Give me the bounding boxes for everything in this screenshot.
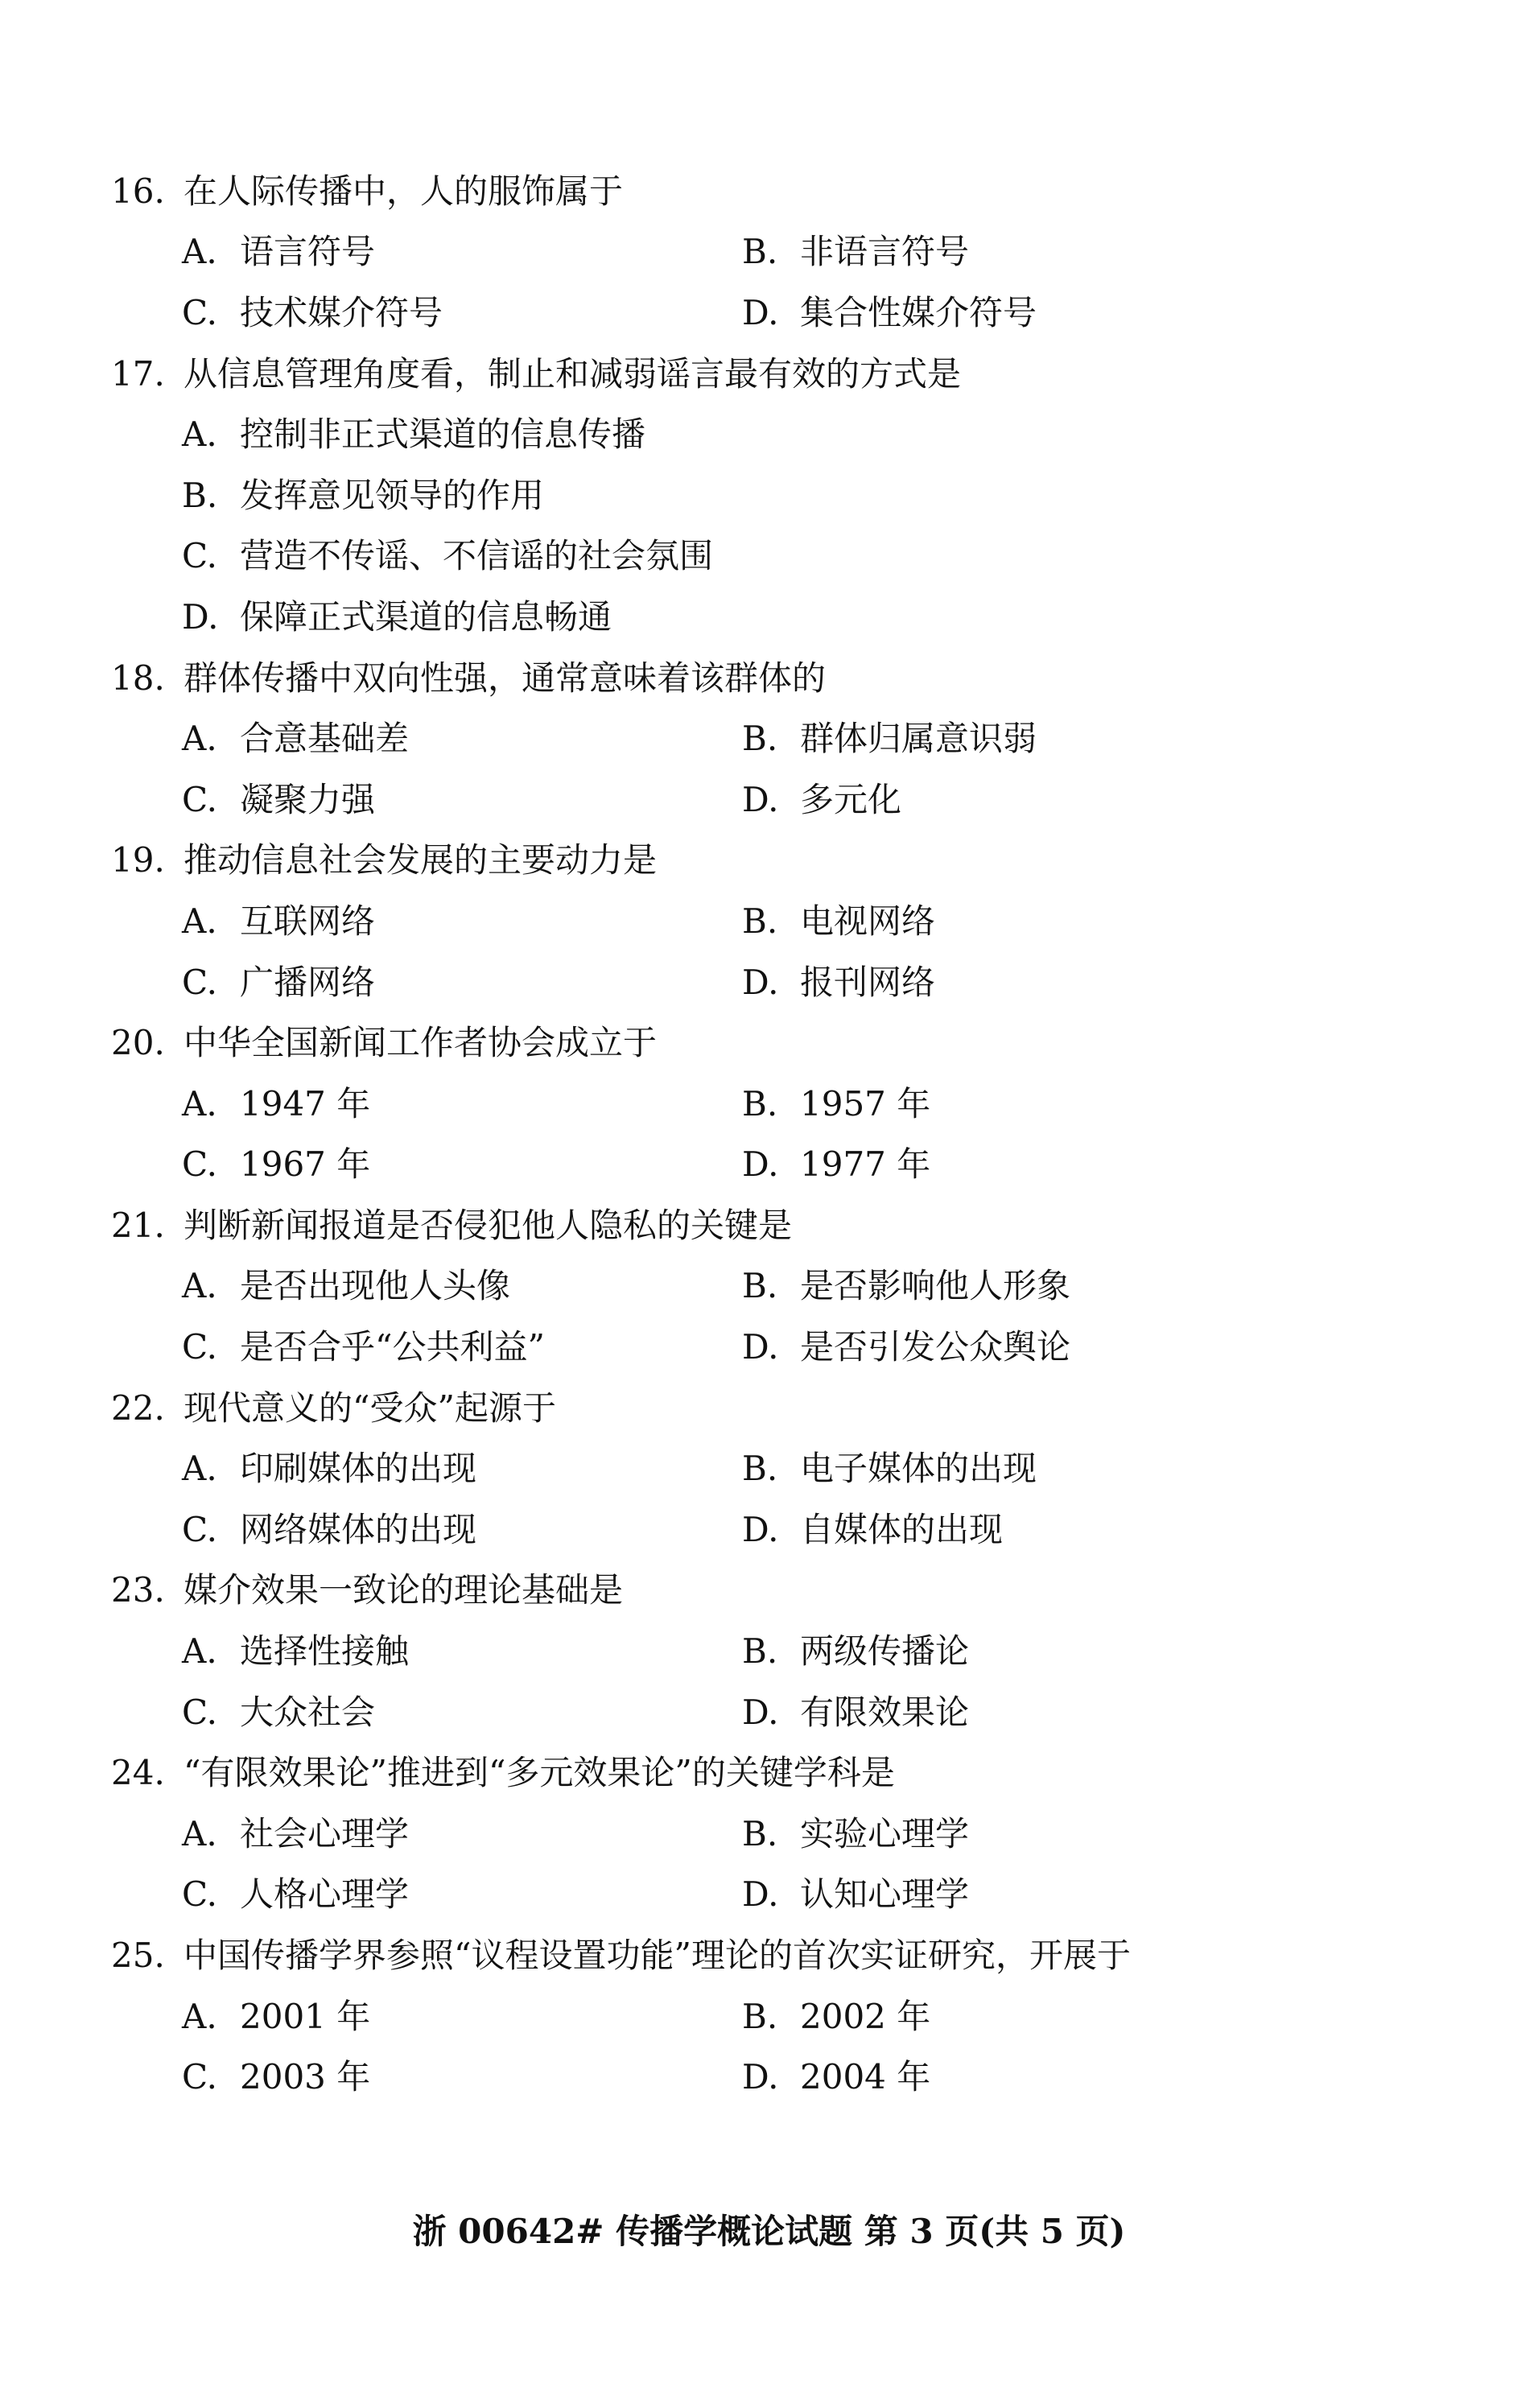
option-letter: B. <box>742 1996 778 2036</box>
option-text: 1967 年 <box>240 1144 371 1185</box>
option-a <box>182 1449 742 1489</box>
option-row <box>111 952 1447 1013</box>
option-row <box>111 891 1447 952</box>
question-stem <box>111 344 1447 405</box>
option-d <box>742 1874 970 1915</box>
option-text: 合意基础差 <box>240 719 410 759</box>
question-stem <box>111 1195 1447 1256</box>
option-c <box>182 536 714 576</box>
question-number: 19. <box>111 840 165 880</box>
option-d <box>742 779 902 819</box>
option-letter: D. <box>742 2057 779 2097</box>
question-block <box>111 1561 1447 1743</box>
option-letter: D. <box>742 1874 779 1915</box>
option-row <box>111 1074 1447 1135</box>
question-number: 23. <box>111 1570 165 1610</box>
option-row <box>111 1682 1447 1743</box>
option-letter: A. <box>182 414 217 455</box>
option-c <box>182 1144 742 1185</box>
option-b <box>742 1813 970 1853</box>
option-text: 有限效果论 <box>800 1692 970 1732</box>
option-letter: A. <box>182 1083 217 1124</box>
option-letter: A. <box>182 901 217 941</box>
option-text: 选择性接触 <box>240 1631 410 1672</box>
question-text: 从信息管理角度看，制止和减弱谣言最有效的方式是 <box>183 353 962 394</box>
option-letter: B. <box>742 1631 778 1672</box>
option-d <box>742 1327 1071 1367</box>
option-a <box>182 719 742 759</box>
option-b <box>742 901 936 941</box>
question-block <box>111 831 1447 1013</box>
option-d <box>742 292 1037 332</box>
question-text: 判断新闻报道是否侵犯他人隐私的关键是 <box>183 1205 793 1245</box>
question-block <box>111 1378 1447 1561</box>
option-text: 2003 年 <box>240 2057 371 2097</box>
option-text: 语言符号 <box>240 232 376 272</box>
option-text: 营造不传谣、不信谣的社会氛围 <box>240 536 714 576</box>
question-stem <box>111 1742 1447 1804</box>
option-letter: C. <box>182 1874 217 1915</box>
question-stem <box>111 648 1447 709</box>
option-b <box>742 719 1037 759</box>
option-c <box>182 1327 742 1367</box>
option-letter: B. <box>742 719 778 759</box>
option-b <box>742 1631 970 1672</box>
option-letter: D. <box>182 596 219 637</box>
option-row <box>111 1317 1447 1378</box>
option-letter: A. <box>182 719 217 759</box>
option-row <box>111 1804 1447 1865</box>
option-letter: C. <box>182 536 217 576</box>
question-text: 推动信息社会发展的主要动力是 <box>183 840 658 880</box>
option-c <box>182 962 742 1002</box>
option-c <box>182 2057 742 2097</box>
option-text: 多元化 <box>800 779 902 819</box>
option-letter: B. <box>742 1813 778 1853</box>
option-c <box>182 1692 742 1732</box>
question-stem <box>111 1012 1447 1074</box>
option-text: 1977 年 <box>800 1144 931 1185</box>
option-text: 网络媒体的出现 <box>240 1509 477 1549</box>
option-text: 群体归属意识弱 <box>800 719 1037 759</box>
option-text: 是否出现他人头像 <box>240 1266 511 1306</box>
option-text: 是否引发公众舆论 <box>800 1327 1071 1367</box>
option-text: 认知心理学 <box>800 1874 970 1915</box>
question-stem <box>111 831 1447 892</box>
option-text: 两级传播论 <box>800 1631 970 1672</box>
option-text: 自媒体的出现 <box>800 1509 1004 1549</box>
option-text: 大众社会 <box>240 1692 376 1732</box>
question-text: 中华全国新闻工作者协会成立于 <box>183 1023 658 1063</box>
option-text: 社会心理学 <box>240 1813 410 1853</box>
option-row <box>111 1438 1447 1499</box>
question-stem <box>111 1378 1447 1439</box>
option-letter: B. <box>742 1083 778 1124</box>
option-b <box>742 1266 1071 1306</box>
option-text: 保障正式渠道的信息畅通 <box>240 596 612 637</box>
question-stem <box>111 161 1447 222</box>
option-text: 非语言符号 <box>800 232 970 272</box>
option-letter: B. <box>182 475 218 515</box>
question-block <box>111 1742 1447 1925</box>
option-text: 是否合乎“公共利益” <box>240 1327 545 1367</box>
option-letter: D. <box>742 1509 779 1549</box>
option-row <box>111 1499 1447 1561</box>
option-text: 实验心理学 <box>800 1813 970 1853</box>
option-a <box>182 1813 742 1853</box>
option-a <box>182 1083 742 1124</box>
option-letter: D. <box>742 1327 779 1367</box>
option-c <box>182 1509 742 1549</box>
question-stem <box>111 1561 1447 1622</box>
question-number: 16. <box>111 171 165 211</box>
option-c <box>182 292 742 332</box>
option-letter: C. <box>182 1144 217 1185</box>
question-number: 20. <box>111 1023 165 1063</box>
option-text: 发挥意见领导的作用 <box>240 475 545 515</box>
option-letter: D. <box>742 962 779 1002</box>
option-b <box>742 232 970 272</box>
question-block <box>111 161 1447 344</box>
option-a <box>182 1266 742 1306</box>
option-a <box>182 901 742 941</box>
option-letter: A. <box>182 232 217 272</box>
option-row <box>111 587 1447 648</box>
question-number: 18. <box>111 658 165 698</box>
question-block <box>111 1012 1447 1195</box>
question-number: 21. <box>111 1205 165 1245</box>
question-text: 现代意义的“受众”起源于 <box>183 1387 556 1428</box>
option-letter: B. <box>742 232 778 272</box>
question-number: 22. <box>111 1387 165 1428</box>
option-text: 2004 年 <box>800 2057 931 2097</box>
option-text: 2002 年 <box>800 1996 931 2036</box>
question-block <box>111 1925 1447 2108</box>
option-b <box>742 1449 1037 1489</box>
option-c <box>182 779 742 819</box>
option-text: 印刷媒体的出现 <box>240 1449 477 1489</box>
question-text: 在人际传播中，人的服饰属于 <box>183 171 624 211</box>
option-d <box>742 962 936 1002</box>
option-letter: D. <box>742 1144 779 1185</box>
option-row <box>111 769 1447 831</box>
option-text: 电子媒体的出现 <box>800 1449 1037 1489</box>
option-a <box>182 232 742 272</box>
option-text: 1957 年 <box>800 1083 931 1124</box>
option-letter: B. <box>742 901 778 941</box>
option-letter: C. <box>182 962 217 1002</box>
option-text: 互联网络 <box>240 901 376 941</box>
option-text: 电视网络 <box>800 901 936 941</box>
option-a <box>182 414 646 455</box>
option-letter: C. <box>182 1509 217 1549</box>
option-letter: A. <box>182 1813 217 1853</box>
option-row <box>111 222 1447 283</box>
question-number: 17. <box>111 353 165 394</box>
question-text: 中国传播学界参照“议程设置功能”理论的首次实证研究，开展于 <box>183 1936 1131 1976</box>
option-d <box>742 1509 1004 1549</box>
option-letter: C. <box>182 2057 217 2097</box>
question-text: 群体传播中双向性强，通常意味着该群体的 <box>183 658 827 698</box>
option-a <box>182 1631 742 1672</box>
option-text: 技术媒介符号 <box>240 292 443 332</box>
option-row <box>111 404 1447 465</box>
option-row <box>111 708 1447 769</box>
option-text: 是否影响他人形象 <box>800 1266 1071 1306</box>
option-letter: D. <box>742 779 779 819</box>
option-d <box>742 1692 970 1732</box>
option-letter: B. <box>742 1449 778 1489</box>
option-letter: B. <box>742 1266 778 1306</box>
option-text: 1947 年 <box>240 1083 371 1124</box>
option-row <box>111 2047 1447 2108</box>
option-letter: A. <box>182 1266 217 1306</box>
option-letter: A. <box>182 1996 217 2036</box>
option-row <box>111 1865 1447 1926</box>
option-row <box>111 282 1447 344</box>
page-footer: 浙 00642# 传播学概论试题 第 3 页(共 5 页) <box>412 2212 1126 2251</box>
option-row <box>111 1621 1447 1682</box>
option-b <box>182 475 545 515</box>
question-number: 24. <box>111 1753 165 1793</box>
question-block <box>111 344 1447 648</box>
option-d <box>742 1144 931 1185</box>
question-stem <box>111 1925 1447 1986</box>
option-d <box>182 596 612 637</box>
option-letter: D. <box>742 1692 779 1732</box>
question-number: 25. <box>111 1936 165 1976</box>
option-text: 集合性媒介符号 <box>800 292 1037 332</box>
option-d <box>742 2057 931 2097</box>
option-b <box>742 1996 931 2036</box>
option-text: 报刊网络 <box>800 962 936 1002</box>
option-text: 控制非正式渠道的信息传播 <box>240 414 646 455</box>
option-letter: C. <box>182 1327 217 1367</box>
question-list <box>111 161 1447 2108</box>
option-row <box>111 526 1447 588</box>
option-row <box>111 1986 1447 2047</box>
option-text: 人格心理学 <box>240 1874 410 1915</box>
option-row <box>111 465 1447 526</box>
question-text: 媒介效果一致论的理论基础是 <box>183 1570 624 1610</box>
option-letter: C. <box>182 779 217 819</box>
option-letter: D. <box>742 292 779 332</box>
option-letter: C. <box>182 292 217 332</box>
question-block <box>111 648 1447 831</box>
option-text: 广播网络 <box>240 962 376 1002</box>
option-a <box>182 1996 742 2036</box>
option-b <box>742 1083 931 1124</box>
option-letter: A. <box>182 1449 217 1489</box>
option-row <box>111 1135 1447 1196</box>
option-letter: C. <box>182 1692 217 1732</box>
option-c <box>182 1874 742 1915</box>
question-text: “有限效果论”推进到“多元效果论”的关键学科是 <box>183 1753 895 1793</box>
option-text: 2001 年 <box>240 1996 371 2036</box>
option-letter: A. <box>182 1631 217 1672</box>
option-row <box>111 1256 1447 1317</box>
option-text: 凝聚力强 <box>240 779 376 819</box>
question-block <box>111 1195 1447 1378</box>
